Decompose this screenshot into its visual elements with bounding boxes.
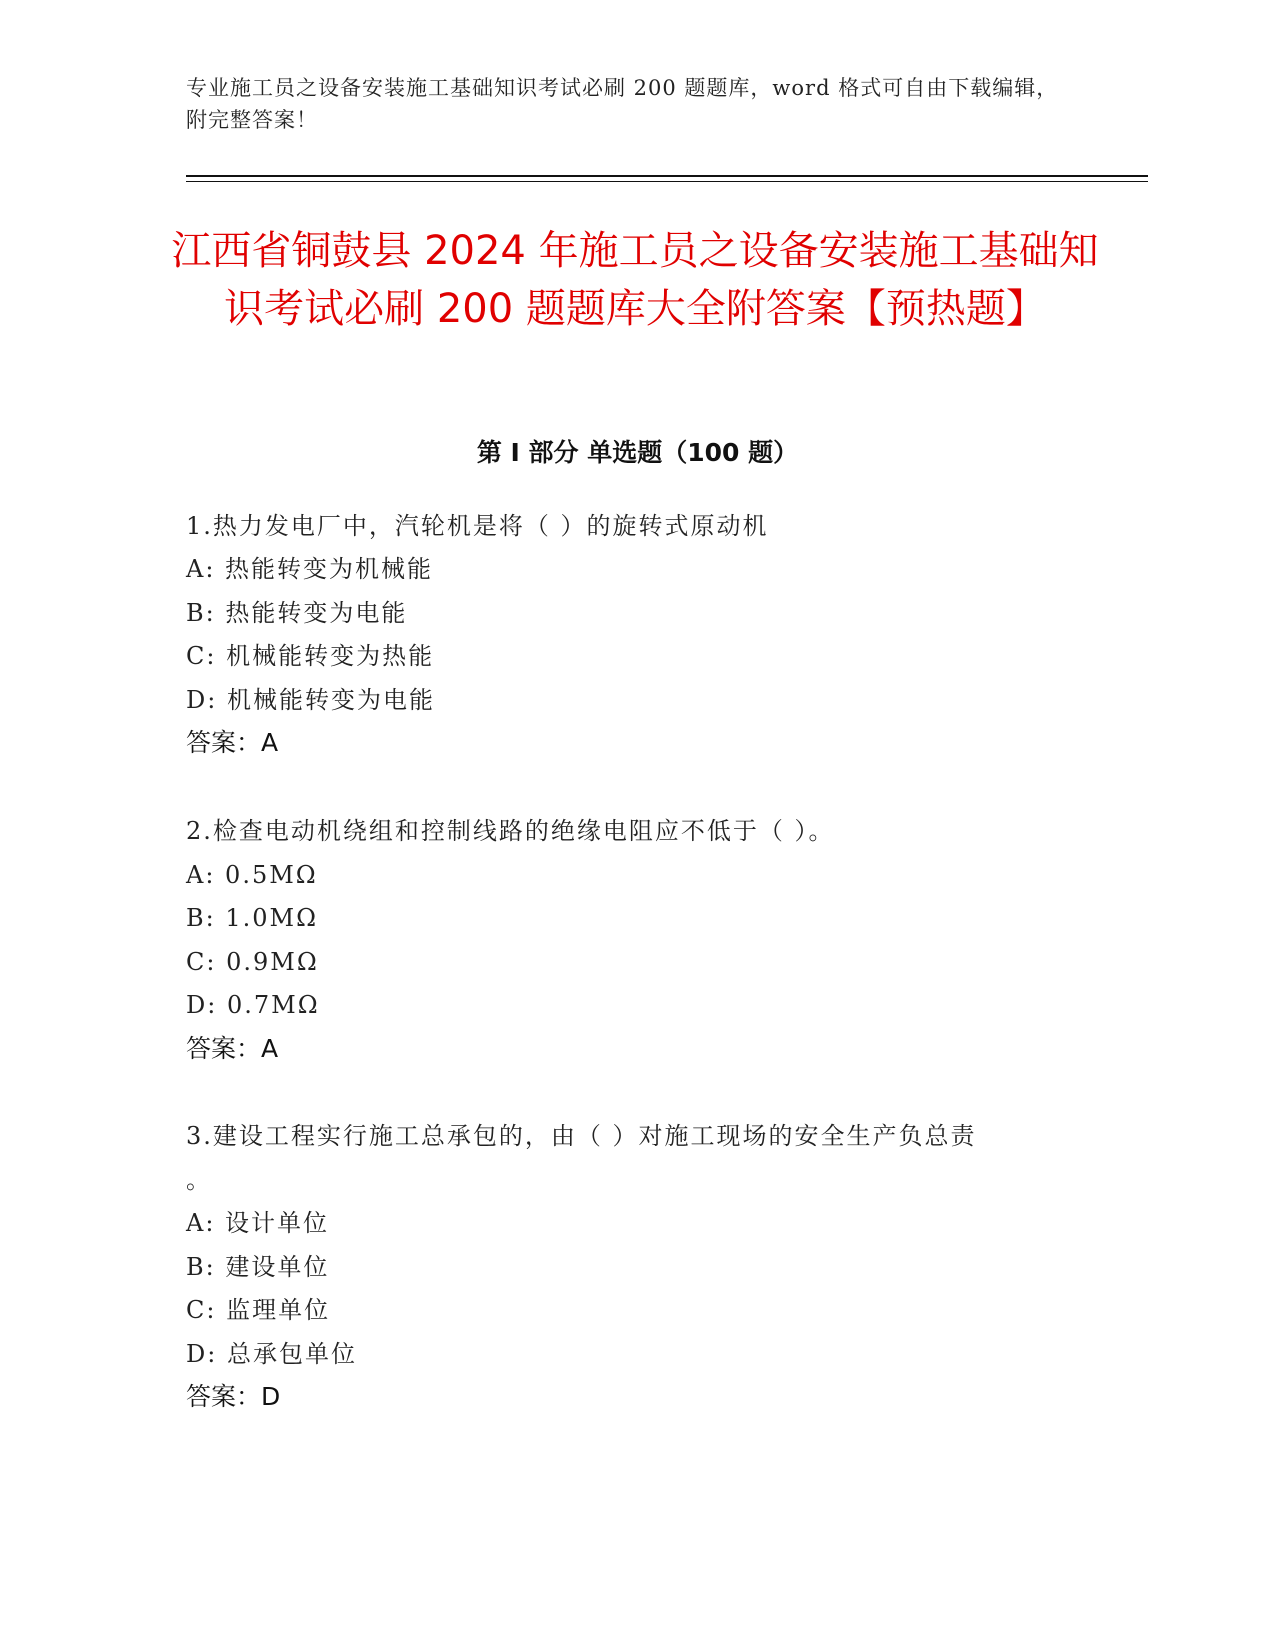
question-1-option-b: B: 热能转变为电能 xyxy=(186,599,408,627)
question-3-option-d: D: 总承包单位 xyxy=(186,1340,357,1368)
question-3-option-a: A: 设计单位 xyxy=(186,1209,330,1237)
question-3-answer: 答案：D xyxy=(186,1382,281,1411)
document-title: 江西省铜鼓县 2024 年施工员之设备安装施工基础知识考试必刷 200 题题库大全附答案【预热题】 xyxy=(171,228,1099,332)
question-2-stem: 2.检查电动机绕组和控制线路的绝缘电阻应不低于（ ）。 xyxy=(186,817,835,845)
question-3-stem: 3.建设工程实行施工总承包的，由（ ）对施工现场的安全生产负总责 xyxy=(186,1122,977,1150)
question-3-stem-continued: 。 xyxy=(186,1166,212,1194)
header-rule-thick xyxy=(186,175,1148,177)
question-2-option-b: B: 1.0MΩ xyxy=(186,904,318,932)
question-1-stem: 1.热力发电厂中，汽轮机是将（ ）的旋转式原动机 xyxy=(186,512,769,540)
header-rule-thin xyxy=(186,181,1148,182)
question-2-option-c: C: 0.9MΩ xyxy=(186,948,319,976)
question-1-option-a: A: 热能转变为机械能 xyxy=(186,555,434,583)
question-1-option-d: D: 机械能转变为电能 xyxy=(186,686,435,714)
question-1-option-c: C: 机械能转变为热能 xyxy=(186,642,435,670)
question-2-option-a: A: 0.5MΩ xyxy=(186,861,318,889)
question-2-answer: 答案：A xyxy=(186,1034,279,1063)
header-note: 专业施工员之设备安装施工基础知识考试必刷 200 题题库，word 格式可自由下载编辑，附完整答案！ xyxy=(186,76,1059,132)
section-heading: 第 I 部分 单选题（100 题） xyxy=(476,438,799,467)
question-3-option-b: B: 建设单位 xyxy=(186,1253,330,1281)
question-1-answer: 答案：A xyxy=(186,728,279,757)
question-3-option-c: C: 监理单位 xyxy=(186,1296,331,1324)
question-2-option-d: D: 0.7MΩ xyxy=(186,991,320,1019)
